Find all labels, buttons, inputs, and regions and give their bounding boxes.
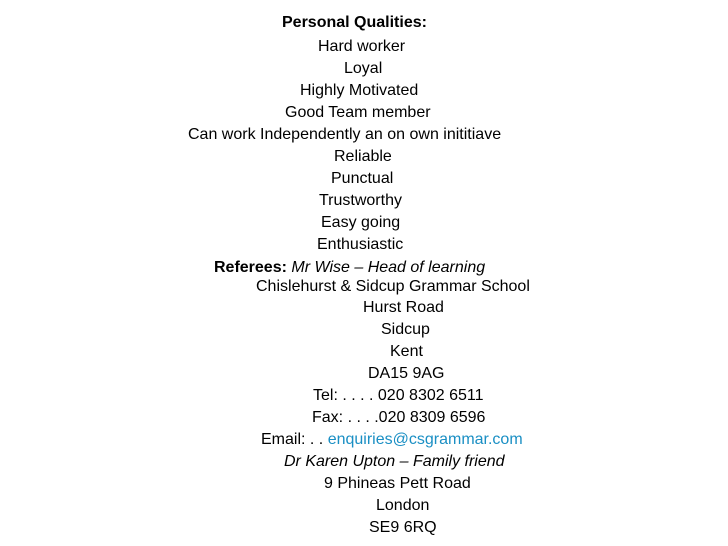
referees-label: Referees: — [214, 259, 287, 276]
referee-1-postcode: DA15 9AG — [368, 365, 445, 382]
referee-1-heading-line — [214, 258, 485, 278]
referee-1-name-role: Mr Wise – Head of learning — [291, 259, 486, 276]
referee-1-street: Hurst Road — [363, 299, 444, 316]
quality-item: Loyal — [344, 60, 383, 77]
personal-qualities-heading: Personal Qualities: — [282, 14, 427, 31]
referee-2-postcode: SE9 6RQ — [369, 519, 437, 536]
quality-item: Reliable — [334, 148, 392, 165]
quality-item: Highly Motivated — [300, 82, 419, 99]
quality-item: Good Team member — [285, 104, 431, 121]
email-label: Email: . . — [261, 431, 328, 448]
referee-2-city: London — [376, 497, 430, 514]
referee-2-name-role: Dr Karen Upton – Family friend — [284, 453, 505, 470]
referee-1-county: Kent — [390, 343, 423, 360]
referee-1-school: Chislehurst & Sidcup Grammar School — [256, 278, 530, 295]
quality-item: Enthusiastic — [317, 236, 404, 253]
referee-1-town: Sidcup — [381, 321, 430, 338]
referee-2-street: 9 Phineas Pett Road — [324, 475, 471, 492]
quality-item: Can work Independently an on own inititiave — [188, 126, 502, 143]
email-link[interactable]: enquiries@csgrammar.com — [327, 431, 523, 448]
referee-1-fax: Fax: . . . .020 8309 6596 — [312, 409, 486, 426]
quality-item: Easy going — [321, 214, 401, 231]
quality-item: Hard worker — [318, 38, 406, 55]
referee-1-email-line — [261, 430, 523, 450]
referee-1-tel: Tel: . . . . 020 8302 6511 — [313, 387, 484, 404]
quality-item: Trustworthy — [319, 192, 402, 209]
quality-item: Punctual — [331, 170, 394, 187]
